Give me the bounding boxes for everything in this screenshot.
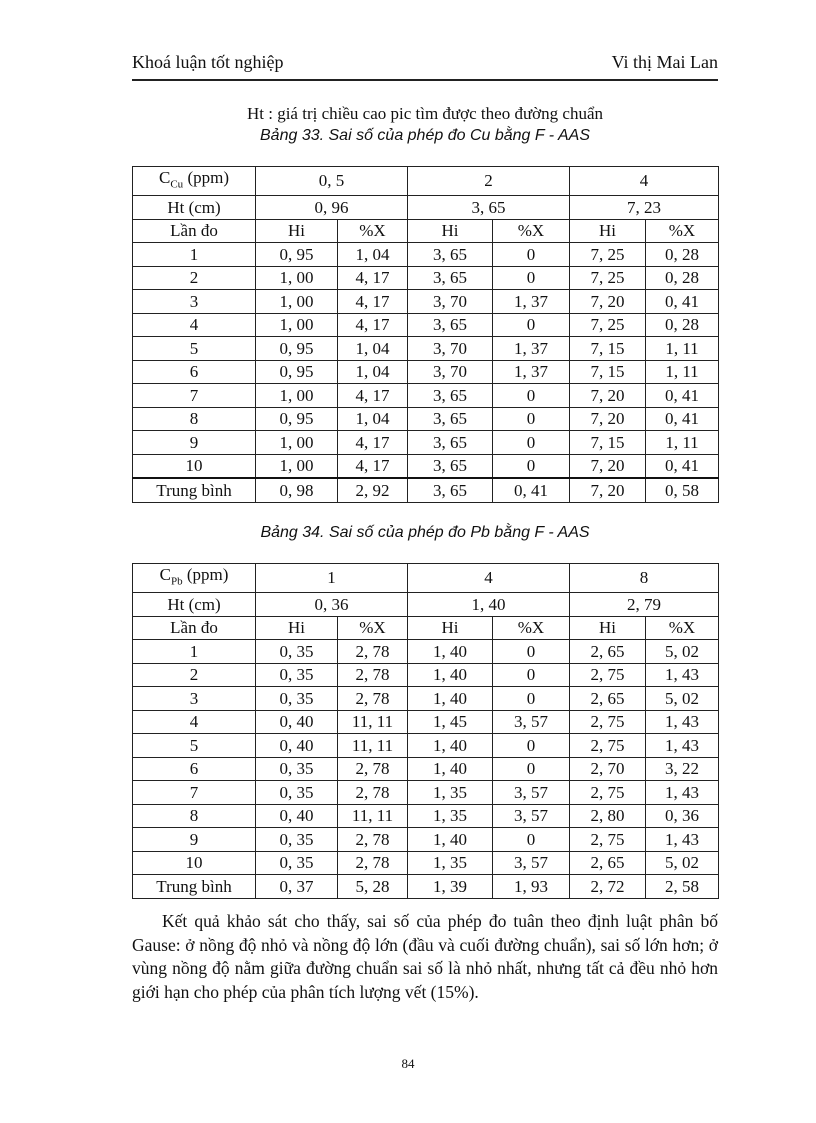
table-cell: 3, 65 <box>408 478 493 502</box>
concentration-value: 4 <box>570 167 719 196</box>
table-cell: 7, 25 <box>570 266 646 290</box>
table-cell: 5, 02 <box>646 687 719 711</box>
table-cell: 0, 41 <box>646 290 719 314</box>
table-cell: 1, 40 <box>408 687 493 711</box>
table-cell: 3, 70 <box>408 290 493 314</box>
table-row <box>133 384 719 408</box>
table-row <box>133 243 719 267</box>
table-cell: 2, 65 <box>570 687 646 711</box>
table-cell: 11, 11 <box>338 710 408 734</box>
column-header: Hi <box>408 219 493 243</box>
table-cell: 1, 40 <box>408 663 493 687</box>
subheader-row <box>133 616 719 640</box>
table-cell: 3, 70 <box>408 360 493 384</box>
table-cell: 7, 20 <box>570 478 646 502</box>
column-header: %X <box>493 616 570 640</box>
table-row <box>133 757 719 781</box>
table-cell: 0 <box>493 757 570 781</box>
table-cell: 0 <box>493 313 570 337</box>
table-cell: 0, 35 <box>256 851 338 875</box>
column-header: %X <box>646 616 719 640</box>
table-row <box>133 734 719 758</box>
table-cell: 7, 25 <box>570 313 646 337</box>
table-cell: 0, 41 <box>493 478 570 502</box>
column-header: Hi <box>408 616 493 640</box>
table-cell: 1, 00 <box>256 266 338 290</box>
header-author: Vi thị Mai Lan <box>611 52 718 72</box>
table-cell: 0, 95 <box>256 360 338 384</box>
column-header: %X <box>646 219 719 243</box>
table-cell: 11, 11 <box>338 734 408 758</box>
concentration-value: 0, 5 <box>256 167 408 196</box>
table-cell: 0, 41 <box>646 384 719 408</box>
ht-value: 2, 79 <box>570 593 719 617</box>
table-cell: 0, 58 <box>646 478 719 502</box>
table-cell: 0 <box>493 431 570 455</box>
subheader-row <box>133 219 719 243</box>
table-row <box>133 266 719 290</box>
ht-row <box>133 593 719 617</box>
column-header: Hi <box>256 219 338 243</box>
table-cell: 1 <box>133 243 256 267</box>
table-cell: 2, 75 <box>570 734 646 758</box>
ht-label: Ht (cm) <box>133 593 256 617</box>
ht-value: 0, 96 <box>256 196 408 220</box>
table-cell: 3, 57 <box>493 781 570 805</box>
header-title: Khoá luận tốt nghiệp <box>132 52 284 72</box>
table-cell: 2, 78 <box>338 781 408 805</box>
table-cell: 1, 40 <box>408 640 493 664</box>
table-cell: 1 <box>133 640 256 664</box>
table-row <box>133 360 719 384</box>
table-cell: 4, 17 <box>338 431 408 455</box>
table-cell: 3 <box>133 290 256 314</box>
table-33-cu <box>132 166 719 503</box>
table-33-caption: Bảng 33. Sai số của phép đo Cu bằng F - AAS <box>260 127 590 144</box>
table-cell: 1, 35 <box>408 781 493 805</box>
column-header: Hi <box>256 616 338 640</box>
ht-value: 0, 36 <box>256 593 408 617</box>
table-cell: 3 <box>133 687 256 711</box>
table-cell: 6 <box>133 360 256 384</box>
table-cell: 0 <box>493 663 570 687</box>
table-cell: 2, 78 <box>338 663 408 687</box>
table-cell: 7, 15 <box>570 360 646 384</box>
table-cell: 4, 17 <box>338 454 408 478</box>
table-row <box>133 663 719 687</box>
table-cell: 3, 57 <box>493 851 570 875</box>
table-row <box>133 407 719 431</box>
table-row <box>133 710 719 734</box>
table-cell: 1, 04 <box>338 337 408 361</box>
table-cell: 7, 15 <box>570 337 646 361</box>
table-cell: 4, 17 <box>338 313 408 337</box>
table-cell: 0 <box>493 640 570 664</box>
table-cell: 3, 70 <box>408 337 493 361</box>
column-header: Hi <box>570 616 646 640</box>
table-cell: 0, 35 <box>256 757 338 781</box>
table-cell: 1, 39 <box>408 875 493 899</box>
table-row <box>133 804 719 828</box>
table-cell: 1, 93 <box>493 875 570 899</box>
table-cell: 0 <box>493 734 570 758</box>
ht-value: 1, 40 <box>408 593 570 617</box>
table-cell: 1, 00 <box>256 384 338 408</box>
table-cell: 3, 65 <box>408 407 493 431</box>
table-cell: 4, 17 <box>338 384 408 408</box>
concentration-value: 1 <box>256 564 408 593</box>
table-cell: 8 <box>133 804 256 828</box>
table-row <box>133 290 719 314</box>
average-row <box>133 478 719 502</box>
concentration-row <box>133 167 719 196</box>
table-cell: 4, 17 <box>338 290 408 314</box>
table-cell: 0 <box>493 243 570 267</box>
table-cell: 3, 65 <box>408 431 493 455</box>
page-header <box>132 52 718 81</box>
concentration-row <box>133 564 719 593</box>
table-cell: 7, 15 <box>570 431 646 455</box>
table-cell: 2, 92 <box>338 478 408 502</box>
table-cell: 10 <box>133 851 256 875</box>
table-cell: 9 <box>133 431 256 455</box>
table-row <box>133 828 719 852</box>
ht-note: Ht : giá trị chiều cao pic tìm được theo đường chuẩn <box>246 104 603 123</box>
table-cell: 2, 70 <box>570 757 646 781</box>
table-cell: 5, 02 <box>646 851 719 875</box>
table-cell: 0, 41 <box>646 454 719 478</box>
table-cell: 1, 11 <box>646 337 719 361</box>
table-cell: 0 <box>493 828 570 852</box>
table-cell: 0, 95 <box>256 337 338 361</box>
column-header: %X <box>338 219 408 243</box>
table-cell: 1, 04 <box>338 360 408 384</box>
column-header: %X <box>493 219 570 243</box>
table-cell: 0, 35 <box>256 663 338 687</box>
table-cell: 11, 11 <box>338 804 408 828</box>
concentration-value: 4 <box>408 564 570 593</box>
column-header: %X <box>338 616 408 640</box>
table-cell: 1, 11 <box>646 431 719 455</box>
table-row <box>133 431 719 455</box>
table-cell: 0 <box>493 687 570 711</box>
table-row <box>133 313 719 337</box>
table-cell: 10 <box>133 454 256 478</box>
table-cell: 1, 11 <box>646 360 719 384</box>
table-cell: 1, 00 <box>256 313 338 337</box>
table-cell: 0, 35 <box>256 828 338 852</box>
table-cell: 7, 25 <box>570 243 646 267</box>
table-cell: 0, 40 <box>256 710 338 734</box>
table-cell: 4 <box>133 313 256 337</box>
table-cell: 0, 40 <box>256 804 338 828</box>
column-header: Lần đo <box>133 219 256 243</box>
table-cell: 0 <box>493 266 570 290</box>
table-cell: 2, 75 <box>570 710 646 734</box>
table-cell: 3, 65 <box>408 313 493 337</box>
table-row <box>133 687 719 711</box>
table-34-caption: Bảng 34. Sai số của phép đo Pb bằng F - AAS <box>260 524 590 541</box>
table-cell: 1, 35 <box>408 804 493 828</box>
table-row <box>133 781 719 805</box>
table-cell: 2, 78 <box>338 828 408 852</box>
table-cell: 2, 58 <box>646 875 719 899</box>
table-cell: 1, 35 <box>408 851 493 875</box>
table-cell: 0 <box>493 407 570 431</box>
table-cell: 3, 65 <box>408 243 493 267</box>
table-cell: 7, 20 <box>570 384 646 408</box>
concentration-label: $C_{Pb}$ (ppm) <box>133 564 256 593</box>
ht-label: Ht (cm) <box>133 196 256 220</box>
table-cell: 1, 37 <box>493 290 570 314</box>
table-cell: 1, 43 <box>646 663 719 687</box>
table-cell: 0, 95 <box>256 243 338 267</box>
table-cell: 2, 75 <box>570 828 646 852</box>
table-cell: 0, 28 <box>646 266 719 290</box>
table-cell: 2, 78 <box>338 851 408 875</box>
table-cell: Trung bình <box>133 478 256 502</box>
table-cell: 2, 75 <box>570 781 646 805</box>
table-row <box>133 454 719 478</box>
table-cell: 2, 75 <box>570 663 646 687</box>
table-cell: 3, 57 <box>493 804 570 828</box>
table-cell: 1, 04 <box>338 407 408 431</box>
table-cell: 0, 95 <box>256 407 338 431</box>
table-cell: 7, 20 <box>570 454 646 478</box>
table-cell: 8 <box>133 407 256 431</box>
table-cell: 2, 65 <box>570 851 646 875</box>
table-cell: 1, 00 <box>256 431 338 455</box>
table-cell: 0, 36 <box>646 804 719 828</box>
table-cell: 2 <box>133 266 256 290</box>
table-cell: 5, 02 <box>646 640 719 664</box>
table-cell: 3, 65 <box>408 454 493 478</box>
table-cell: 2, 78 <box>338 640 408 664</box>
table-cell: 1, 40 <box>408 734 493 758</box>
table-cell: 1, 43 <box>646 710 719 734</box>
concentration-value: 8 <box>570 564 719 593</box>
table-cell: 7, 20 <box>570 407 646 431</box>
table-cell: 0, 35 <box>256 781 338 805</box>
table-cell: 1, 40 <box>408 828 493 852</box>
table-34-pb <box>132 563 719 899</box>
table-cell: 0, 28 <box>646 313 719 337</box>
average-row <box>133 875 719 899</box>
table-cell: 5, 28 <box>338 875 408 899</box>
table-cell: 0, 41 <box>646 407 719 431</box>
table-cell: 2, 80 <box>570 804 646 828</box>
table-cell: 0, 28 <box>646 243 719 267</box>
table-cell: 2, 65 <box>570 640 646 664</box>
table-row <box>133 851 719 875</box>
table-cell: 0, 98 <box>256 478 338 502</box>
ht-value: 7, 23 <box>570 196 719 220</box>
table-cell: 0, 40 <box>256 734 338 758</box>
table-cell: 1, 00 <box>256 290 338 314</box>
table-cell: 2, 72 <box>570 875 646 899</box>
table-cell: 1, 40 <box>408 757 493 781</box>
table-cell: 0, 35 <box>256 640 338 664</box>
table-cell: 0 <box>493 454 570 478</box>
ht-row <box>133 196 719 220</box>
table-cell: 5 <box>133 337 256 361</box>
table-cell: 3, 57 <box>493 710 570 734</box>
table-cell: 7, 20 <box>570 290 646 314</box>
ht-value: 3, 65 <box>408 196 570 220</box>
table-cell: 2 <box>133 663 256 687</box>
table-cell: 2, 78 <box>338 757 408 781</box>
table-cell: 2, 78 <box>338 687 408 711</box>
table-cell: 4 <box>133 710 256 734</box>
table-cell: 4, 17 <box>338 266 408 290</box>
table-cell: 1, 43 <box>646 781 719 805</box>
table-cell: 3, 22 <box>646 757 719 781</box>
table-cell: 0 <box>493 384 570 408</box>
table-cell: 1, 43 <box>646 734 719 758</box>
column-header: Lần đo <box>133 616 256 640</box>
table-cell: 7 <box>133 781 256 805</box>
table-cell: 1, 00 <box>256 454 338 478</box>
table-cell: 1, 37 <box>493 360 570 384</box>
concentration-label: $C_{Cu}$ (ppm) <box>133 167 256 196</box>
concentration-value: 2 <box>408 167 570 196</box>
table-cell: 5 <box>133 734 256 758</box>
page-number: 84 <box>401 1056 415 1071</box>
table-cell: 1, 04 <box>338 243 408 267</box>
column-header: Hi <box>570 219 646 243</box>
table-cell: 1, 43 <box>646 828 719 852</box>
table-cell: 3, 65 <box>408 266 493 290</box>
table-cell: Trung bình <box>133 875 256 899</box>
table-cell: 0, 35 <box>256 687 338 711</box>
table-cell: 0, 37 <box>256 875 338 899</box>
table-cell: 3, 65 <box>408 384 493 408</box>
table-cell: 6 <box>133 757 256 781</box>
table-cell: 9 <box>133 828 256 852</box>
table-cell: 1, 37 <box>493 337 570 361</box>
table-row <box>133 337 719 361</box>
conclusion-paragraph: Kết quả khảo sát cho thấy, sai số của phép đo tuân theo định luật phân bố Gause: ở nồng độ nhỏ và nồng độ lớn (đầu và cuối đường chuẩn), sai số lớn hơn; ở vùng nồng độ nằm giữa đường chuẩn sai số là nhỏ nhất, nhưng tất cả đều nhỏ hơn giới hạn cho phép của phân tích lượng vết (15%). <box>132 911 718 1002</box>
table-cell: 7 <box>133 384 256 408</box>
table-row <box>133 640 719 664</box>
table-cell: 1, 45 <box>408 710 493 734</box>
